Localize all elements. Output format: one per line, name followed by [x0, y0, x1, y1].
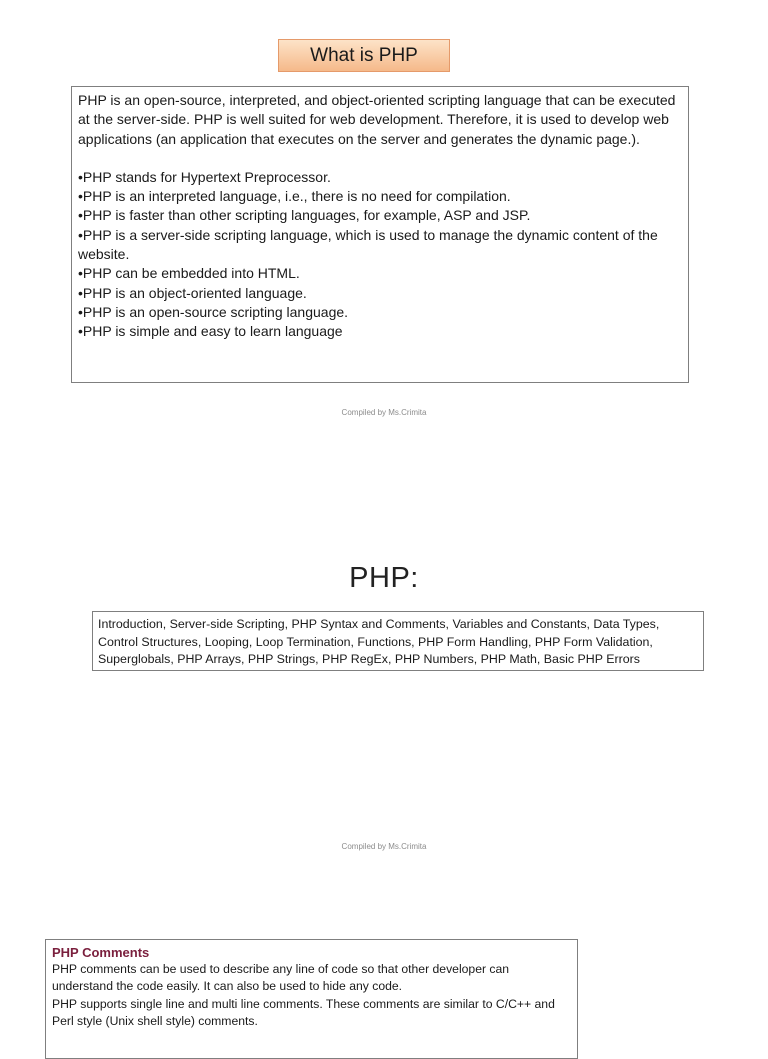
slide-title: What is PHP: [278, 39, 450, 72]
intro-paragraph: PHP is an open-source, interpreted, and object-oriented scripting language that can be executed at the server-side. PHP is well suited for web development. Therefore, it is used to develop web applications (an application that executes on the server and generates the dynamic page.).: [78, 92, 676, 147]
slide-footer: Compiled by Ms.Crimita: [341, 842, 427, 851]
bullet-item: •PHP is an open-source scripting language.: [78, 303, 349, 320]
comments-box: [45, 939, 578, 1059]
slide-title: PHP:: [349, 562, 419, 594]
paragraph: PHP comments can be used to describe any line of code so that other developer can understand the code easily. It can also be used to hide any code.: [52, 962, 510, 994]
slide-footer: Compiled by Ms.Crimita: [341, 408, 427, 417]
bullet-item: •PHP is an interpreted language, i.e., there is no need for compilation.: [78, 188, 511, 205]
slide-what-is-php: [0, 0, 768, 434]
section-heading: PHP Comments: [52, 945, 150, 960]
slide-php-topics: [0, 434, 768, 864]
topics-box: Introduction, Server-side Scripting, PHP Syntax and Comments, Variables and Constants, Data Types, Control Structures, Looping, Loop Termination, Functions, PHP Form Handling, PHP Form Validation, Superglobals, PHP Arrays, PHP Strings, PHP RegEx, PHP Numbers, PHP Math, Basic PHP Errors: [92, 611, 704, 671]
bullet-item: •PHP is a server-side scripting language, which is used to manage the dynamic content of the website.: [78, 226, 658, 263]
paragraph: PHP supports single line and multi line comments. These comments are similar to C/C++ and Perl style (Unix shell style) comments.: [52, 996, 555, 1028]
bullet-item: •PHP can be embedded into HTML.: [78, 265, 300, 282]
slide-php-comments: [0, 864, 768, 1028]
bullet-item: •PHP is faster than other scripting languages, for example, ASP and JSP.: [78, 207, 531, 224]
bullet-list: [78, 168, 682, 342]
content-box: [71, 86, 689, 383]
bullet-item: •PHP stands for Hypertext Preprocessor.: [78, 168, 331, 185]
bullet-item: •PHP is simple and easy to learn language: [78, 323, 343, 340]
bullet-item: •PHP is an object-oriented language.: [78, 284, 307, 301]
spacer: [78, 149, 682, 168]
